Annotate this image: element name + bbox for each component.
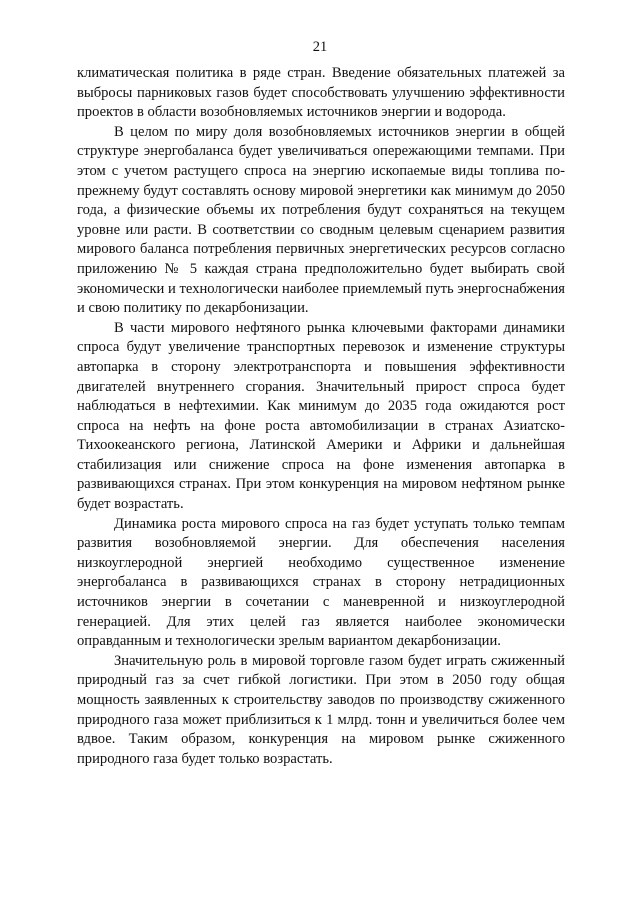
document-body: [77, 64, 565, 769]
paragraph-1: климатическая политика в ряде стран. Введение обязательных платежей за выбросы парниковых газов будет способствовать улучшению эффективности проектов в области возобновляемых источников энергии и водорода.: [77, 65, 565, 121]
paragraph-5: Значительную роль в мировой торговле газом будет играть сжиженный природный газ за счет гибкой логистики. При этом в 2050 году общая мощность заявленных к строительству заводов по производству сжиженного природного газа может приблизиться к 1 млрд. тонн и увеличиться более чем вдвое. Таким образом, конкуренция на мировом рынке сжиженного природного газа будет только возрастать.: [77, 652, 565, 767]
paragraph-2: В целом по миру доля возобновляемых источников энергии в общей структуре энергобаланса будет увеличиваться опережающими темпами. При этом с учетом растущего спроса на энергию ископаемые виды топлива по-прежнему будут составлять основу мировой энергетики как минимум до 2050 года, а физические объемы их потребления будут сохраняться на текущем уровне или расти. В соответствии со сводным целевым сценарием развития мирового баланса потребления первичных энергетических ресурсов согласно приложению № 5 каждая страна предположительно будет выбирать свой экономически и технологически наиболее приемлемый путь энергоснабжения и свою политику по декарбонизации.: [77, 123, 565, 317]
page-number: 21: [312, 39, 328, 55]
paragraph-4: Динамика роста мирового спроса на газ будет уступать только темпам развития возобновляемой энергии. Для обеспечения населения низкоуглеродной энергией необходимо существенное изменение энергобаланса в развивающихся странах в сторону нетрадиционных источников энергии в сочетании с маневренной и низкоуглеродной генерацией. Для этих целей газ является наиболее экономически оправданным и технологически зрелым вариантом декарбонизации.: [77, 515, 565, 650]
paragraph-3: В части мирового нефтяного рынка ключевыми факторами динамики спроса будут увеличение транспортных перевозок и изменение структуры автопарка в сторону электротранспорта и повышения эффективности двигателей внутреннего сгорания. Значительный прирост спроса будет наблюдаться в нефтехимии. Как минимум до 2035 года ожидаются рост спроса на нефть на фоне роста автомобилизации в странах Азиатско-Тихоокеанского региона, Латинской Америки и Африки и дальнейшая стабилизация или снижение спроса на фоне изменения автопарка в развивающихся странах. При этом конкуренция на мировом нефтяном рынке будет возрастать.: [77, 319, 565, 513]
